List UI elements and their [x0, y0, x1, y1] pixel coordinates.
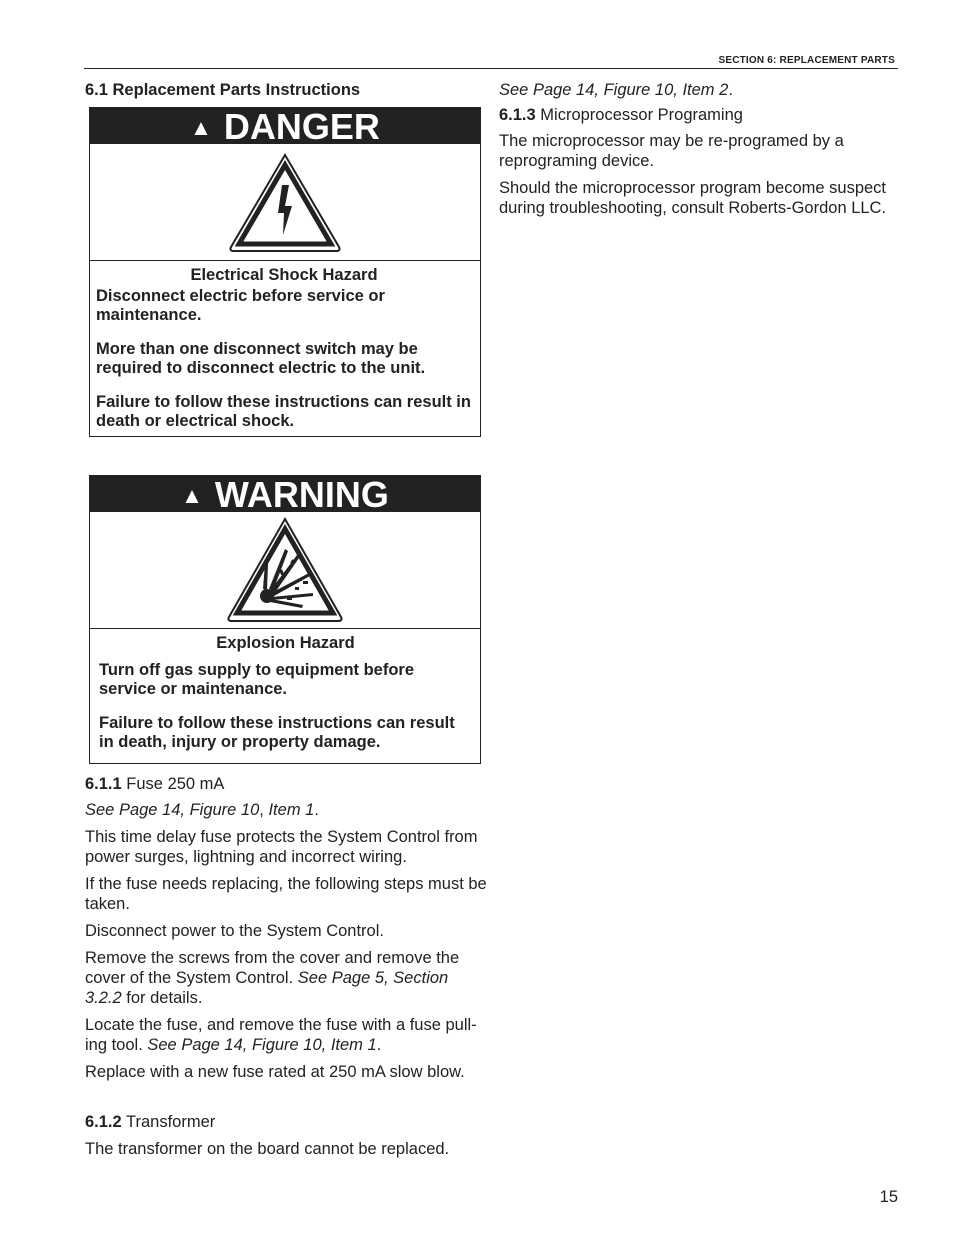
- paragraph: This time delay fuse protects the System Control from power surges, lightning and incorrect wiring.: [85, 828, 478, 866]
- hazard-title: Electrical Shock Hazard: [190, 266, 378, 284]
- fuse-heading: 6.1.1 Fuse 250 mA: [85, 775, 225, 793]
- page-number: 15: [879, 1188, 898, 1206]
- transformer-section: [85, 1112, 487, 1159]
- electrical-shock-icon: [225, 149, 345, 255]
- warning-icon-area: [90, 512, 480, 629]
- hazard-paragraph: Turn off gas supply to equipment before service or maintenance.: [99, 661, 415, 698]
- hazard-paragraph: Failure to follow these instructions can result in death or electrical shock.: [96, 393, 471, 430]
- hazard-paragraph: Disconnect electric before service or maintenance.: [96, 287, 385, 324]
- paragraph: The microprocessor may be re-programed by a reprograming device.: [499, 132, 844, 170]
- microprocessor-heading: 6.1.3 Microprocessor Programing: [499, 106, 743, 124]
- warning-box: [89, 475, 481, 764]
- danger-body: [90, 261, 480, 437]
- warning-header: [90, 474, 480, 515]
- hazard-paragraph: More than one disconnect switch may be required to disconnect electric to the unit.: [96, 340, 426, 377]
- danger-header: [90, 106, 480, 147]
- paragraph: The transformer on the board cannot be replaced.: [85, 1140, 450, 1158]
- paragraph: If the fuse needs replacing, the following steps must be taken.: [85, 875, 487, 913]
- warning-triangle-icon: ▲: [190, 115, 212, 140]
- paragraph: Should the microprocessor program become suspect during troubleshooting, consult Roberts-Gordon LLC.: [499, 179, 887, 217]
- paragraph: Replace with a new fuse rated at 250 mA slow blow.: [85, 1063, 465, 1081]
- warning-signal-word: WARNING: [214, 474, 389, 515]
- fuse-reference: See Page 14, Figure 10, Item 1.: [85, 801, 319, 819]
- explosion-icon: [225, 515, 345, 625]
- running-header: SECTION 6: REPLACEMENT PARTS: [718, 55, 895, 66]
- paragraph: Locate the fuse, and remove the fuse with a fuse pull-ing tool. See Page 14, Figure 10, Item 1.: [85, 1016, 477, 1054]
- hazard-paragraph: Failure to follow these instructions can result in death, injury or property damage.: [99, 714, 455, 751]
- paragraph: Remove the screws from the cover and remove the cover of the System Control. See Page 5, Section 3.2.2 for details.: [85, 949, 460, 1007]
- paragraph: Disconnect power to the System Control.: [85, 922, 384, 940]
- warning-triangle-icon: ▲: [181, 483, 203, 508]
- hazard-title: Explosion Hazard: [216, 634, 355, 652]
- fuse-item2-reference: See Page 14, Figure 10, Item 2.: [499, 81, 733, 99]
- right-column: [499, 80, 904, 218]
- fuse-section: [85, 774, 487, 1082]
- header-divider: [84, 68, 898, 69]
- danger-icon-area: [90, 144, 480, 261]
- section-title: 6.1 Replacement Parts Instructions: [85, 81, 361, 99]
- danger-box: [89, 107, 481, 437]
- transformer-heading: 6.1.2 Transformer: [85, 1113, 216, 1131]
- danger-signal-word: DANGER: [223, 106, 380, 147]
- warning-body: [90, 629, 480, 758]
